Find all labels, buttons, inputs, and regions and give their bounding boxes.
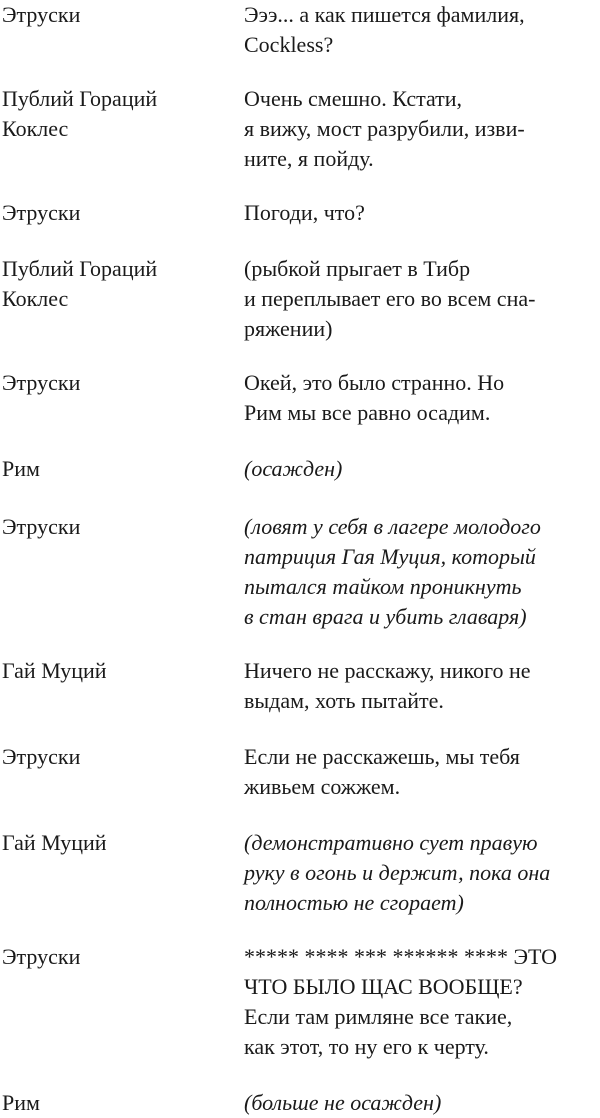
stage-direction xyxy=(244,1088,600,1118)
text-line: Cockless? xyxy=(244,32,334,57)
text-line: полностью не сгорает) xyxy=(244,890,464,915)
text-line: (осажден) xyxy=(244,456,343,481)
speaker-line: Публий Гораций xyxy=(2,256,158,281)
text-line: ***** **** *** ****** **** ЭТО xyxy=(244,944,558,969)
text-line: выдам, хоть пытайте. xyxy=(244,688,444,713)
speaker-line: Этруски xyxy=(2,200,81,225)
text-line: как этот, то ну его к черту. xyxy=(244,1034,489,1059)
text-line: ЧТО БЫЛО ЩАС ВООБЩЕ? xyxy=(244,974,523,999)
speaker-name xyxy=(2,942,232,972)
speaker-line: Публий Гораций xyxy=(2,86,158,111)
speaker-name xyxy=(2,84,232,144)
speaker-line: Коклес xyxy=(2,116,69,141)
text-line: в стан врага и убить главаря) xyxy=(244,604,527,629)
text-line: Если там римляне все такие, xyxy=(244,1004,513,1029)
text-line: живьем сожжем. xyxy=(244,774,401,799)
speaker-name xyxy=(2,254,232,314)
text-line: (ловят у себя в лагере молодого xyxy=(244,514,541,539)
stage-direction xyxy=(244,828,600,918)
speaker-name xyxy=(2,198,232,228)
speaker-line: Этруски xyxy=(2,944,81,969)
stage-direction xyxy=(244,454,600,484)
dialogue-text xyxy=(244,198,600,228)
dialogue-text xyxy=(244,368,600,428)
speaker-line: Коклес xyxy=(2,286,69,311)
text-line: Эээ... а как пишется фамилия, xyxy=(244,2,525,27)
speaker-name xyxy=(2,512,232,542)
text-line: руку в огонь и держит, пока она xyxy=(244,860,551,885)
dialogue-text xyxy=(244,0,600,60)
speaker-line: Гай Муций xyxy=(2,830,107,855)
text-line: ните, я пойду. xyxy=(244,146,374,171)
text-line: Если не расскажешь, мы тебя xyxy=(244,744,520,769)
text-line: патриция Гая Муция, который xyxy=(244,544,536,569)
speaker-name xyxy=(2,828,232,858)
text-line: и переплывает его во всем сна- xyxy=(244,286,536,311)
text-line: пытался тайком проникнуть xyxy=(244,574,522,599)
dialogue-text xyxy=(244,656,600,716)
text-line: Ничего не расскажу, никого не xyxy=(244,658,531,683)
speaker-name xyxy=(2,368,232,398)
speaker-name xyxy=(2,656,232,686)
dialogue-text xyxy=(244,254,600,344)
text-line: Погоди, что? xyxy=(244,200,365,225)
dialogue-text xyxy=(244,742,600,802)
text-line: (демонстративно сует правую xyxy=(244,830,538,855)
text-line: (рыбкой прыгает в Тибр xyxy=(244,256,471,281)
speaker-line: Этруски xyxy=(2,514,81,539)
text-line: ряжении) xyxy=(244,316,333,341)
speaker-name xyxy=(2,0,232,30)
text-line: Очень смешно. Кстати, xyxy=(244,86,463,111)
speaker-line: Этруски xyxy=(2,370,81,395)
text-line: Рим мы все равно осадим. xyxy=(244,400,491,425)
stage-direction xyxy=(244,512,600,632)
dialogue-text xyxy=(244,942,600,1062)
speaker-line: Рим xyxy=(2,1090,40,1115)
text-line: Окей, это было странно. Но xyxy=(244,370,505,395)
speaker-name xyxy=(2,454,232,484)
dialogue-text xyxy=(244,84,600,174)
speaker-line: Гай Муций xyxy=(2,658,107,683)
speaker-name xyxy=(2,742,232,772)
text-line: я вижу, мост разрубили, изви- xyxy=(244,116,525,141)
speaker-line: Этруски xyxy=(2,2,81,27)
speaker-name xyxy=(2,1088,232,1118)
text-line: (больше не осажден) xyxy=(244,1090,442,1115)
speaker-line: Этруски xyxy=(2,744,81,769)
speaker-line: Рим xyxy=(2,456,40,481)
